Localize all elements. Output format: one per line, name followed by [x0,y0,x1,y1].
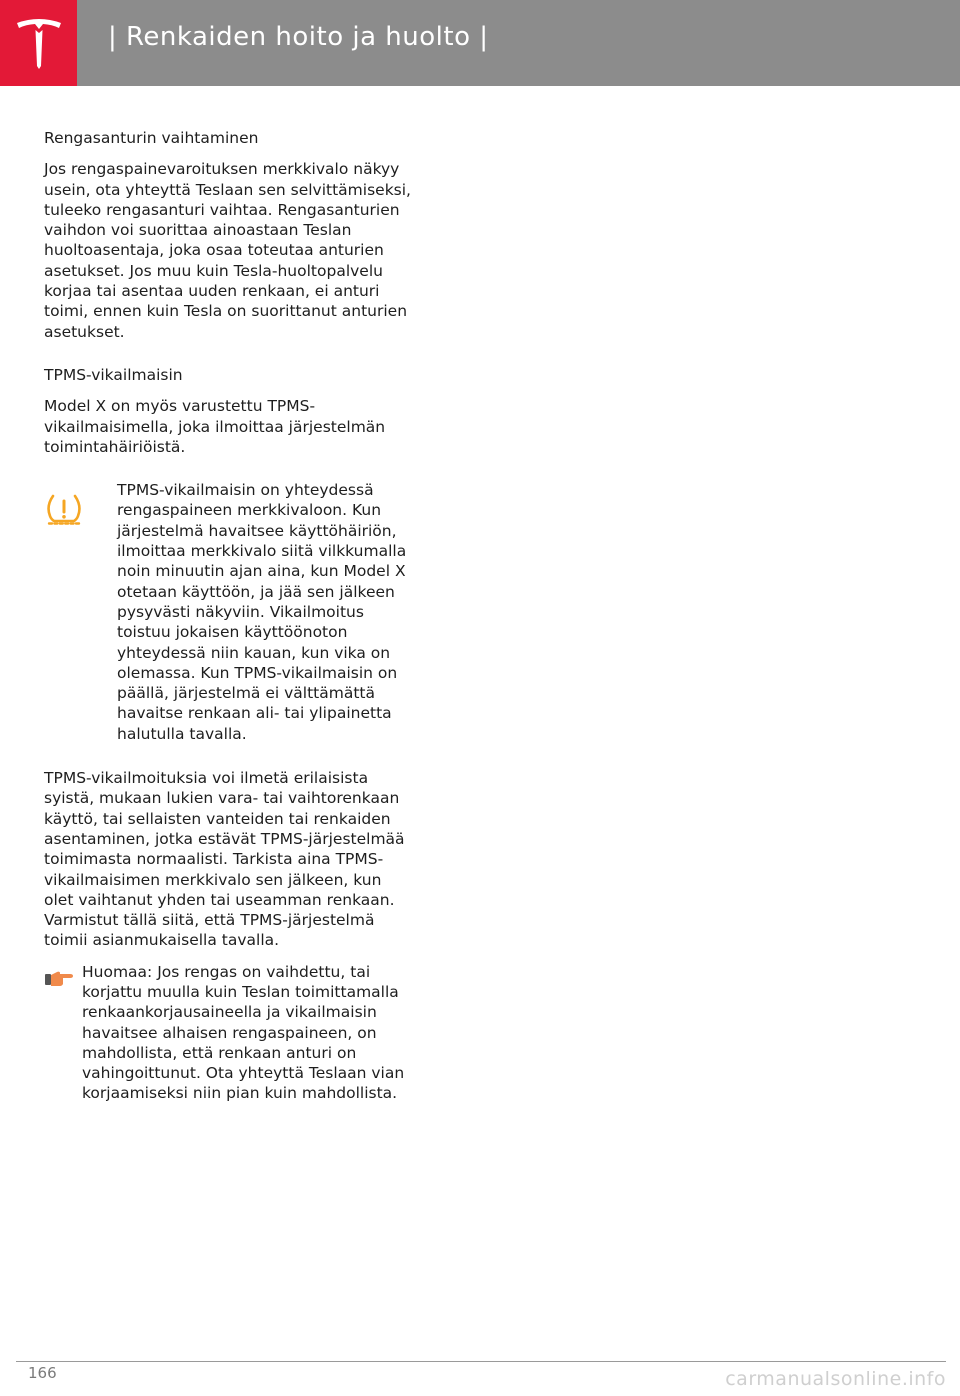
text-line: asentaminen, jotka estävät TPMS-järjestelmää [44,829,405,848]
text-line: havaitse renkaan ali- tai ylipainetta [117,704,392,723]
footer-divider [16,1361,946,1362]
text-line: havaitsee alhaisen rengaspaineen, on [82,1023,377,1042]
tpms-warning-icon [44,492,84,528]
text-line: TPMS-vikailmoituksia voi ilmetä erilaisista [44,769,369,788]
page-header [0,0,960,86]
note-block [44,962,436,1104]
text-line: korjattu muulla kuin Teslan toimittamalla [82,982,399,1001]
text-line: Varmistut tällä siitä, että TPMS-järjestelmä [44,911,375,930]
text-line: asetukset. Jos muu kuin Tesla-huoltopalvelu [44,261,383,280]
page-title: | Renkaiden hoito ja huolto | [108,22,489,52]
pointing-hand-icon [44,968,74,988]
section-heading-sensor: Rengasanturin vaihtaminen [44,129,259,147]
page-content [44,128,436,1104]
text-line: asetukset. [44,322,125,341]
text-line: tuleeko rengasanturi vaihtaa. Rengasanturien [44,200,400,219]
text-line: päällä, järjestelmä ei välttämättä [117,684,375,703]
text-line: olemassa. Kun TPMS-vikailmaisin on [117,663,398,682]
text-line: mahdollista, että renkaan anturi on [82,1043,357,1062]
text-line: Huomaa: Jos rengas on vaihdettu, tai [82,962,371,981]
text-line: toimintahäiriöistä. [44,437,186,456]
tesla-logo [0,0,77,86]
text-line: vikailmaisimen merkkivalo sen jälkeen, kun [44,870,382,889]
text-line: vikailmaisimella, joka ilmoittaa järjestelmän [44,417,386,436]
text-line: otetaan käyttöön, ja jää sen jälkeen [117,582,395,601]
text-line: toimimasta normaalisti. Tarkista aina TPMS- [44,850,384,869]
section-heading-tpms: TPMS-vikailmaisin [44,365,183,384]
text-line: olet vaihtanut yhden tai useamman renkaan. [44,890,395,909]
text-line: renkaankorjausaineella ja vikailmaisin [82,1003,377,1022]
text-line: toimi, ennen kuin Tesla on suorittanut anturien [44,302,408,321]
text-line: korjaa tai asentaa uuden renkaan, ei anturi [44,282,380,301]
paragraph-sensor-replacement [44,159,436,342]
text-line: Model X on myös varustettu TPMS- [44,397,316,416]
text-line: usein, ota yhteyttä Teslaan sen selvittämiseksi, [44,180,411,199]
text-line: käyttö, tai sellaisten vanteiden tai renkaiden [44,809,391,828]
text-line: järjestelmä havaitsee käyttöhäiriön, [117,521,397,540]
text-line: toistuu jokaisen käyttöönoton [117,623,348,642]
page-number: 166 [28,1364,57,1382]
text-line: noin minuutin ajan aina, kun Model X [117,562,406,581]
text-line: vahingoittunut. Ota yhteyttä Teslaan vian [82,1064,405,1083]
text-line: huoltoasentaja, joka osaa toteutaa anturien [44,241,384,260]
text-line: pysyvästi näkyviin. Vikailmoitus [117,602,364,621]
paragraph-tpms-intro [44,396,436,457]
text-line: korjaamiseksi niin pian kuin mahdollista. [82,1084,398,1103]
tpms-info-block [44,480,436,744]
tesla-t-icon [14,16,64,70]
text-line: TPMS-vikailmaisin on yhteydessä [117,481,374,500]
text-line: syistä, mukaan lukien vara- tai vaihtorenkaan [44,789,400,808]
text-line: toimii asianmukaisella tavalla. [44,931,280,950]
paragraph-tpms-causes [44,768,436,951]
text-line: ilmoittaa merkkivalo siitä vilkkumalla [117,542,407,561]
note-text [82,962,404,1104]
text-line: rengaspaineen merkkivaloon. Kun [117,501,382,520]
tpms-info-text [117,480,406,744]
text-line: halutulla tavalla. [117,724,247,743]
watermark: carmanualsonline.info [725,1368,946,1390]
text-line: yhteydessä niin kauan, kun vika on [117,643,391,662]
text-line: vaihdon voi suorittaa ainoastaan Teslan [44,221,352,240]
text-line: Jos rengaspainevaroituksen merkkivalo näkyy [44,160,400,179]
